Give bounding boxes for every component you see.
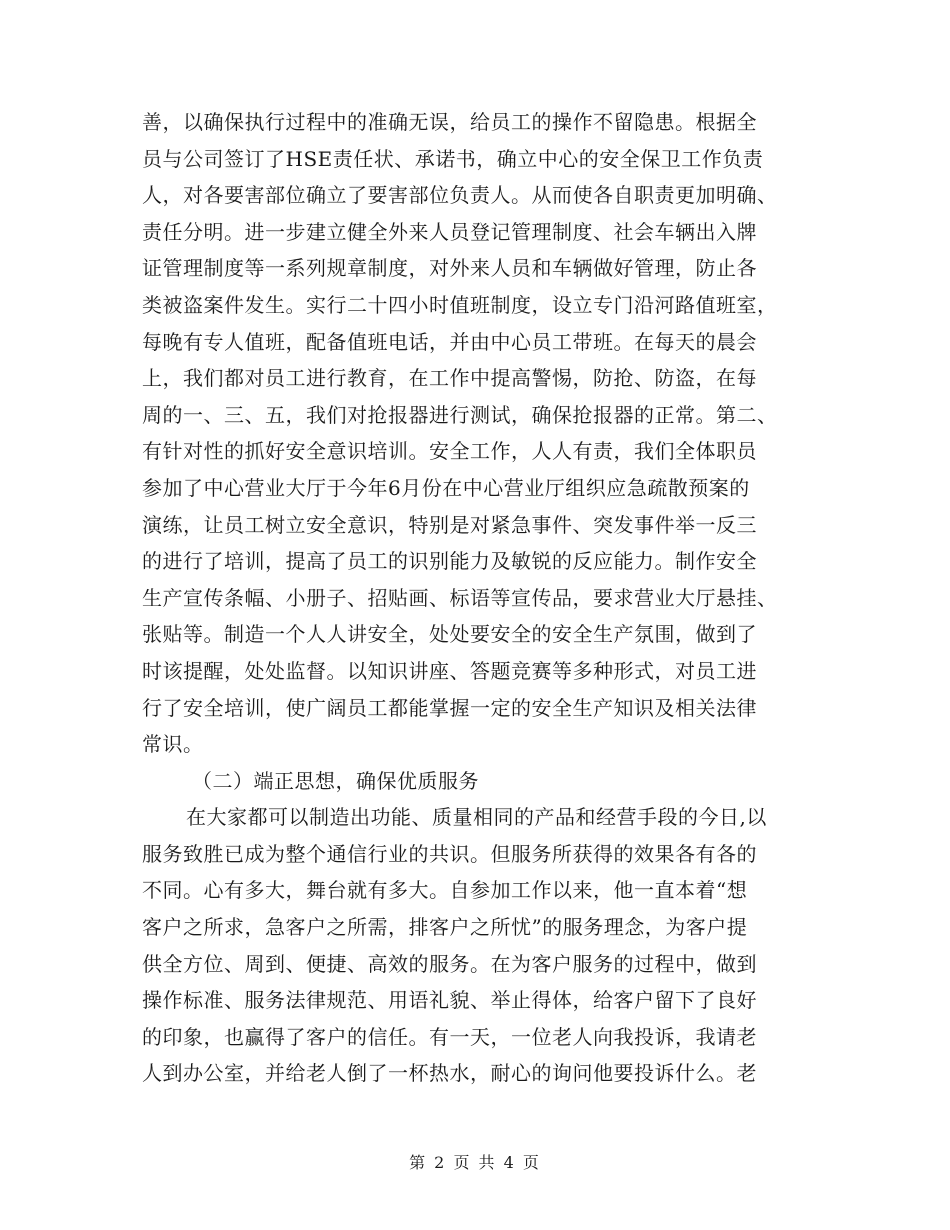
text-line: 生产宣传条幅、小册子、招贴画、标语等宣传品，要求营业大厅悬挂、	[142, 585, 778, 610]
text-line: 证管理制度等一系列规章制度，对外来人员和车辆做好管理，防止各	[142, 256, 757, 281]
text-line: 的印象，也赢得了客户的信任。有一天，一位老人向我投诉，我请老	[142, 1024, 757, 1049]
section-heading: （二）端正思想，确保优质服务	[192, 768, 479, 793]
text-line: 人，对各要害部位确立了要害部位负责人。从而使各自职责更加明确、	[142, 183, 778, 208]
text-line: 操作标准、服务法律规范、用语礼貌、举止得体，给客户留下了良好	[142, 988, 757, 1013]
text-line: 每晚有专人值班，配备值班电话，并由中心员工带班。在每天的晨会	[142, 329, 757, 354]
text-line: 上，我们都对员工进行教育，在工作中提高警惕，防抢、防盗，在每	[142, 366, 757, 391]
text-line: 员与公司签订了HSE责任状、承诺书，确立中心的安全保卫工作负责	[142, 146, 764, 171]
text-line: 责任分明。进一步建立健全外来人员登记管理制度、社会车辆出入牌	[142, 219, 757, 244]
text-line: 时该提醒，处处监督。以知识讲座、答题竞赛等多种形式，对员工进	[142, 658, 757, 683]
text-line: 张贴等。制造一个人人讲安全，处处要安全的安全生产氛围，做到了	[142, 622, 757, 647]
body-text	[142, 104, 812, 1092]
text-line: 行了安全培训，使广阔员工都能掌握一定的安全生产知识及相关法律	[142, 695, 757, 720]
text-line: 人到办公室，并给老人倒了一杯热水，耐心的询问他要投诉什么。老	[142, 1061, 757, 1086]
text-line: 参加了中心营业大厅于今年6月份在中心营业厅组织应急疏散预案的	[142, 475, 750, 500]
page-footer: 第 2 页 共 4 页	[409, 1153, 541, 1172]
text-line: 供全方位、周到、便捷、高效的服务。在为客户服务的过程中，做到	[142, 951, 757, 976]
text-line: 常识。	[142, 732, 204, 757]
text-line: 的进行了培训，提高了员工的识别能力及敏锐的反应能力。制作安全	[142, 549, 757, 574]
text-line: 周的一、三、五，我们对抢报器进行测试，确保抢报器的正常。第二、	[142, 402, 778, 427]
text-line: 服务致胜已成为整个通信行业的共识。但服务所获得的效果各有各的	[142, 841, 757, 866]
text-line: 类被盗案件发生。实行二十四小时值班制度，设立专门沿河路值班室，	[142, 292, 778, 317]
text-line: 客户之所求，急客户之所需，排客户之所忧”的服务理念，为客户提	[142, 915, 748, 940]
text-line: 善，以确保执行过程中的准确无误，给员工的操作不留隐患。根据全	[142, 110, 757, 134]
paragraph-first-line: 在大家都可以制造出功能、质量相同的产品和经营手段的今日,以	[186, 805, 767, 830]
text-line: 有针对性的抓好安全意识培训。安全工作，人人有责，我们全体职员	[142, 439, 757, 464]
text-line: 演练，让员工树立安全意识，特别是对紧急事件、突发事件举一反三	[142, 512, 757, 537]
text-line: 不同。心有多大，舞台就有多大。自参加工作以来，他一直本着“想	[142, 878, 748, 903]
